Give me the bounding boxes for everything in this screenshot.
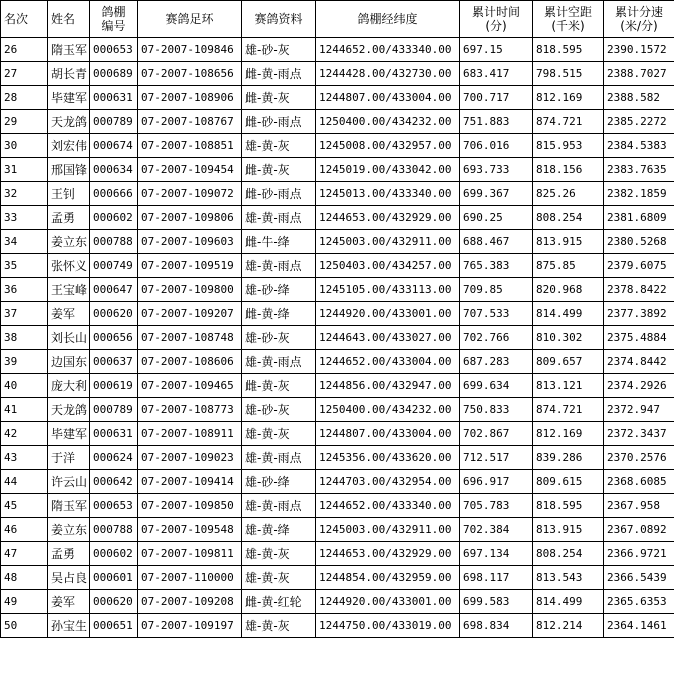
rank-cell: 39: [1, 350, 48, 374]
distance-cell: 815.953: [533, 134, 604, 158]
table-row: [1, 422, 674, 446]
header-total-time-line: 累计时间: [471, 5, 520, 19]
rank-cell: 47: [1, 542, 48, 566]
header-total-time: [460, 1, 533, 38]
header-loft-id: [90, 1, 138, 38]
name-cell: 刘长山: [48, 326, 90, 350]
time-cell: 765.383: [460, 254, 533, 278]
header-bird-info: [242, 1, 316, 38]
bird-info-cell: 雄-黄-灰: [242, 614, 316, 638]
bird-info-cell: 雌-黄-灰: [242, 86, 316, 110]
coordinates-cell: 1250400.00/434232.00: [316, 110, 460, 134]
loft-id-cell: 000788: [90, 230, 138, 254]
time-cell: 696.917: [460, 470, 533, 494]
time-cell: 693.733: [460, 158, 533, 182]
name-cell: 姜军: [48, 590, 90, 614]
rank-cell: 46: [1, 518, 48, 542]
table-row: [1, 158, 674, 182]
ring-cell: 07-2007-108767: [138, 110, 242, 134]
header-total-distance-line: 累计空距: [543, 5, 592, 19]
bird-info-cell: 雌-砂-雨点: [242, 182, 316, 206]
speed-cell: 2372.947: [604, 398, 674, 422]
name-cell: 毕建军: [48, 86, 90, 110]
table-row: [1, 134, 674, 158]
header-name: [48, 1, 90, 38]
time-cell: 697.15: [460, 38, 533, 62]
ring-cell: 07-2007-109414: [138, 470, 242, 494]
header-rank-line: 名次: [4, 12, 29, 26]
speed-cell: 2390.1572: [604, 38, 674, 62]
ring-cell: 07-2007-108911: [138, 422, 242, 446]
loft-id-cell: 000642: [90, 470, 138, 494]
ring-cell: 07-2007-109197: [138, 614, 242, 638]
time-cell: 707.533: [460, 302, 533, 326]
table-row: [1, 182, 674, 206]
coordinates-cell: 1244428.00/432730.00: [316, 62, 460, 86]
name-cell: 孟勇: [48, 542, 90, 566]
loft-id-cell: 000674: [90, 134, 138, 158]
speed-cell: 2385.2272: [604, 110, 674, 134]
coordinates-cell: 1244652.00/433004.00: [316, 350, 460, 374]
distance-cell: 820.968: [533, 278, 604, 302]
coordinates-cell: 1245003.00/432911.00: [316, 230, 460, 254]
speed-cell: 2388.7027: [604, 62, 674, 86]
speed-cell: 2382.1859: [604, 182, 674, 206]
coordinates-cell: 1245019.00/433042.00: [316, 158, 460, 182]
name-cell: 许云山: [48, 470, 90, 494]
time-cell: 700.717: [460, 86, 533, 110]
header-speed: [604, 1, 674, 38]
rank-cell: 30: [1, 134, 48, 158]
ring-cell: 07-2007-109806: [138, 206, 242, 230]
ring-cell: 07-2007-108851: [138, 134, 242, 158]
name-cell: 刘宏伟: [48, 134, 90, 158]
ring-cell: 07-2007-108906: [138, 86, 242, 110]
bird-info-cell: 雄-黄-雨点: [242, 206, 316, 230]
coordinates-cell: 1244807.00/433004.00: [316, 86, 460, 110]
table-row: [1, 470, 674, 494]
rank-cell: 27: [1, 62, 48, 86]
time-cell: 702.766: [460, 326, 533, 350]
table-row: [1, 62, 674, 86]
name-cell: 邢国锋: [48, 158, 90, 182]
table-row: [1, 494, 674, 518]
distance-cell: 798.515: [533, 62, 604, 86]
table-row: [1, 110, 674, 134]
distance-cell: 818.595: [533, 494, 604, 518]
coordinates-cell: 1245003.00/432911.00: [316, 518, 460, 542]
time-cell: 687.283: [460, 350, 533, 374]
loft-id-cell: 000789: [90, 398, 138, 422]
loft-id-cell: 000656: [90, 326, 138, 350]
table-row: [1, 590, 674, 614]
ring-cell: 07-2007-108773: [138, 398, 242, 422]
bird-info-cell: 雄-砂-灰: [242, 38, 316, 62]
table-row: [1, 206, 674, 230]
distance-cell: 808.254: [533, 206, 604, 230]
bird-info-cell: 雄-黄-灰: [242, 566, 316, 590]
loft-id-cell: 000631: [90, 86, 138, 110]
distance-cell: 813.121: [533, 374, 604, 398]
bird-info-cell: 雄-砂-绛: [242, 470, 316, 494]
distance-cell: 875.85: [533, 254, 604, 278]
rank-cell: 26: [1, 38, 48, 62]
speed-cell: 2375.4884: [604, 326, 674, 350]
header-loft-id-line: 鸽棚: [101, 5, 126, 19]
header-total-distance: [533, 1, 604, 38]
name-cell: 隋玉军: [48, 38, 90, 62]
name-cell: 吴占良: [48, 566, 90, 590]
bird-info-cell: 雄-黄-灰: [242, 134, 316, 158]
time-cell: 699.367: [460, 182, 533, 206]
name-cell: 张怀义: [48, 254, 90, 278]
coordinates-cell: 1244703.00/432954.00: [316, 470, 460, 494]
loft-id-cell: 000653: [90, 38, 138, 62]
loft-id-cell: 000651: [90, 614, 138, 638]
rank-cell: 31: [1, 158, 48, 182]
ring-cell: 07-2007-109603: [138, 230, 242, 254]
name-cell: 胡长青: [48, 62, 90, 86]
time-cell: 706.016: [460, 134, 533, 158]
coordinates-cell: 1250403.00/434257.00: [316, 254, 460, 278]
distance-cell: 809.615: [533, 470, 604, 494]
name-cell: 庞大利: [48, 374, 90, 398]
coordinates-cell: 1244854.00/432959.00: [316, 566, 460, 590]
ring-cell: 07-2007-109072: [138, 182, 242, 206]
loft-id-cell: 000602: [90, 206, 138, 230]
ring-cell: 07-2007-108606: [138, 350, 242, 374]
table-row: [1, 398, 674, 422]
table-row: [1, 374, 674, 398]
time-cell: 702.384: [460, 518, 533, 542]
bird-info-cell: 雄-砂-灰: [242, 398, 316, 422]
bird-info-cell: 雄-黄-雨点: [242, 446, 316, 470]
name-cell: 姜军: [48, 302, 90, 326]
ring-cell: 07-2007-109519: [138, 254, 242, 278]
coordinates-cell: 1244807.00/433004.00: [316, 422, 460, 446]
distance-cell: 812.169: [533, 422, 604, 446]
distance-cell: 814.499: [533, 302, 604, 326]
ring-cell: 07-2007-110000: [138, 566, 242, 590]
speed-cell: 2370.2576: [604, 446, 674, 470]
speed-cell: 2366.5439: [604, 566, 674, 590]
coordinates-cell: 1244652.00/433340.00: [316, 38, 460, 62]
speed-cell: 2381.6809: [604, 206, 674, 230]
loft-id-cell: 000653: [90, 494, 138, 518]
name-cell: 天龙鸽: [48, 110, 90, 134]
header-speed-line: (米/分): [620, 19, 658, 33]
coordinates-cell: 1244653.00/432929.00: [316, 206, 460, 230]
time-cell: 709.85: [460, 278, 533, 302]
bird-info-cell: 雌-黄-灰: [242, 374, 316, 398]
header-coordinates-line: 鸽棚经纬度: [357, 12, 418, 26]
loft-id-cell: 000624: [90, 446, 138, 470]
bird-info-cell: 雌-黄-灰: [242, 158, 316, 182]
time-cell: 699.583: [460, 590, 533, 614]
ring-cell: 07-2007-109023: [138, 446, 242, 470]
distance-cell: 813.915: [533, 518, 604, 542]
rank-cell: 50: [1, 614, 48, 638]
loft-id-cell: 000788: [90, 518, 138, 542]
header-row: [1, 1, 674, 38]
time-cell: 697.134: [460, 542, 533, 566]
time-cell: 702.867: [460, 422, 533, 446]
table-row: [1, 86, 674, 110]
distance-cell: 808.254: [533, 542, 604, 566]
time-cell: 712.517: [460, 446, 533, 470]
speed-cell: 2380.5268: [604, 230, 674, 254]
distance-cell: 818.595: [533, 38, 604, 62]
name-cell: 姜立东: [48, 230, 90, 254]
speed-cell: 2367.0892: [604, 518, 674, 542]
rank-cell: 28: [1, 86, 48, 110]
table-row: [1, 614, 674, 638]
name-cell: 王钊: [48, 182, 90, 206]
coordinates-cell: 1250400.00/434232.00: [316, 398, 460, 422]
loft-id-cell: 000789: [90, 110, 138, 134]
bird-info-cell: 雄-砂-绛: [242, 278, 316, 302]
header-ring: [138, 1, 242, 38]
loft-id-cell: 000689: [90, 62, 138, 86]
bird-info-cell: 雄-黄-雨点: [242, 494, 316, 518]
distance-cell: 814.499: [533, 590, 604, 614]
time-cell: 698.117: [460, 566, 533, 590]
loft-id-cell: 000666: [90, 182, 138, 206]
bird-info-cell: 雄-黄-雨点: [242, 254, 316, 278]
header-coordinates: [316, 1, 460, 38]
bird-info-cell: 雌-黄-绛: [242, 302, 316, 326]
ring-cell: 07-2007-108656: [138, 62, 242, 86]
speed-cell: 2372.3437: [604, 422, 674, 446]
speed-cell: 2368.6085: [604, 470, 674, 494]
ring-cell: 07-2007-108748: [138, 326, 242, 350]
speed-cell: 2379.6075: [604, 254, 674, 278]
name-cell: 王宝峰: [48, 278, 90, 302]
ring-cell: 07-2007-109207: [138, 302, 242, 326]
coordinates-cell: 1245356.00/433620.00: [316, 446, 460, 470]
bird-info-cell: 雌-黄-雨点: [242, 62, 316, 86]
rank-cell: 42: [1, 422, 48, 446]
coordinates-cell: 1245013.00/433340.00: [316, 182, 460, 206]
speed-cell: 2374.8442: [604, 350, 674, 374]
rank-cell: 41: [1, 398, 48, 422]
speed-cell: 2377.3892: [604, 302, 674, 326]
bird-info-cell: 雄-黄-灰: [242, 422, 316, 446]
coordinates-cell: 1244920.00/433001.00: [316, 302, 460, 326]
rank-cell: 34: [1, 230, 48, 254]
table-row: [1, 326, 674, 350]
loft-id-cell: 000602: [90, 542, 138, 566]
speed-cell: 2364.1461: [604, 614, 674, 638]
rank-cell: 32: [1, 182, 48, 206]
coordinates-cell: 1244653.00/432929.00: [316, 542, 460, 566]
speed-cell: 2366.9721: [604, 542, 674, 566]
speed-cell: 2378.8422: [604, 278, 674, 302]
table-row: [1, 542, 674, 566]
ring-cell: 07-2007-109208: [138, 590, 242, 614]
time-cell: 699.634: [460, 374, 533, 398]
header-loft-id-line: 编号: [101, 19, 126, 33]
speed-cell: 2367.958: [604, 494, 674, 518]
bird-info-cell: 雄-黄-绛: [242, 518, 316, 542]
ring-cell: 07-2007-109800: [138, 278, 242, 302]
coordinates-cell: 1245008.00/432957.00: [316, 134, 460, 158]
coordinates-cell: 1244856.00/432947.00: [316, 374, 460, 398]
name-cell: 姜立东: [48, 518, 90, 542]
distance-cell: 874.721: [533, 398, 604, 422]
rank-cell: 43: [1, 446, 48, 470]
speed-cell: 2374.2926: [604, 374, 674, 398]
ring-cell: 07-2007-109465: [138, 374, 242, 398]
table-row: [1, 518, 674, 542]
rank-cell: 40: [1, 374, 48, 398]
distance-cell: 874.721: [533, 110, 604, 134]
coordinates-cell: 1244652.00/433340.00: [316, 494, 460, 518]
header-speed-line: 累计分速: [614, 5, 663, 19]
table-row: [1, 350, 674, 374]
speed-cell: 2365.6353: [604, 590, 674, 614]
coordinates-cell: 1245105.00/433113.00: [316, 278, 460, 302]
header-total-distance-line: (千米): [551, 19, 585, 33]
bird-info-cell: 雄-黄-灰: [242, 542, 316, 566]
speed-cell: 2388.582: [604, 86, 674, 110]
bird-info-cell: 雄-黄-雨点: [242, 350, 316, 374]
distance-cell: 809.657: [533, 350, 604, 374]
time-cell: 751.883: [460, 110, 533, 134]
time-cell: 683.417: [460, 62, 533, 86]
name-cell: 于洋: [48, 446, 90, 470]
header-total-time-line: (分): [485, 19, 507, 33]
bird-info-cell: 雌-砂-雨点: [242, 110, 316, 134]
loft-id-cell: 000647: [90, 278, 138, 302]
loft-id-cell: 000601: [90, 566, 138, 590]
coordinates-cell: 1244920.00/433001.00: [316, 590, 460, 614]
table-row: [1, 230, 674, 254]
loft-id-cell: 000637: [90, 350, 138, 374]
table-row: [1, 254, 674, 278]
distance-cell: 813.543: [533, 566, 604, 590]
ring-cell: 07-2007-109454: [138, 158, 242, 182]
table-body: [1, 38, 674, 638]
table-row: [1, 278, 674, 302]
header-rank: [1, 1, 48, 38]
header-bird-info-line: 赛鸽资料: [254, 12, 303, 26]
name-cell: 隋玉军: [48, 494, 90, 518]
distance-cell: 825.26: [533, 182, 604, 206]
rank-cell: 36: [1, 278, 48, 302]
distance-cell: 812.214: [533, 614, 604, 638]
rank-cell: 48: [1, 566, 48, 590]
time-cell: 688.467: [460, 230, 533, 254]
loft-id-cell: 000631: [90, 422, 138, 446]
distance-cell: 818.156: [533, 158, 604, 182]
loft-id-cell: 000619: [90, 374, 138, 398]
distance-cell: 813.915: [533, 230, 604, 254]
time-cell: 698.834: [460, 614, 533, 638]
rank-cell: 35: [1, 254, 48, 278]
rank-cell: 37: [1, 302, 48, 326]
table-row: [1, 446, 674, 470]
table-row: [1, 38, 674, 62]
loft-id-cell: 000749: [90, 254, 138, 278]
table-row: [1, 566, 674, 590]
time-cell: 690.25: [460, 206, 533, 230]
header-ring-line: 赛鸽足环: [165, 12, 214, 26]
ring-cell: 07-2007-109846: [138, 38, 242, 62]
name-cell: 毕建军: [48, 422, 90, 446]
distance-cell: 812.169: [533, 86, 604, 110]
ring-cell: 07-2007-109811: [138, 542, 242, 566]
time-cell: 750.833: [460, 398, 533, 422]
rank-cell: 29: [1, 110, 48, 134]
rank-cell: 44: [1, 470, 48, 494]
bird-info-cell: 雌-黄-红轮: [242, 590, 316, 614]
ring-cell: 07-2007-109850: [138, 494, 242, 518]
ring-cell: 07-2007-109548: [138, 518, 242, 542]
loft-id-cell: 000620: [90, 590, 138, 614]
name-cell: 孟勇: [48, 206, 90, 230]
rank-cell: 49: [1, 590, 48, 614]
rank-cell: 38: [1, 326, 48, 350]
speed-cell: 2384.5383: [604, 134, 674, 158]
header-name-line: 姓名: [51, 12, 76, 26]
distance-cell: 839.286: [533, 446, 604, 470]
table-header: [1, 1, 674, 38]
rank-cell: 33: [1, 206, 48, 230]
distance-cell: 810.302: [533, 326, 604, 350]
loft-id-cell: 000620: [90, 302, 138, 326]
name-cell: 孙宝生: [48, 614, 90, 638]
table-row: [1, 302, 674, 326]
coordinates-cell: 1244750.00/433019.00: [316, 614, 460, 638]
bird-info-cell: 雄-砂-灰: [242, 326, 316, 350]
time-cell: 705.783: [460, 494, 533, 518]
name-cell: 天龙鸽: [48, 398, 90, 422]
speed-cell: 2383.7635: [604, 158, 674, 182]
coordinates-cell: 1244643.00/433027.00: [316, 326, 460, 350]
name-cell: 边国东: [48, 350, 90, 374]
rank-cell: 45: [1, 494, 48, 518]
bird-info-cell: 雌-牛-绛: [242, 230, 316, 254]
loft-id-cell: 000634: [90, 158, 138, 182]
